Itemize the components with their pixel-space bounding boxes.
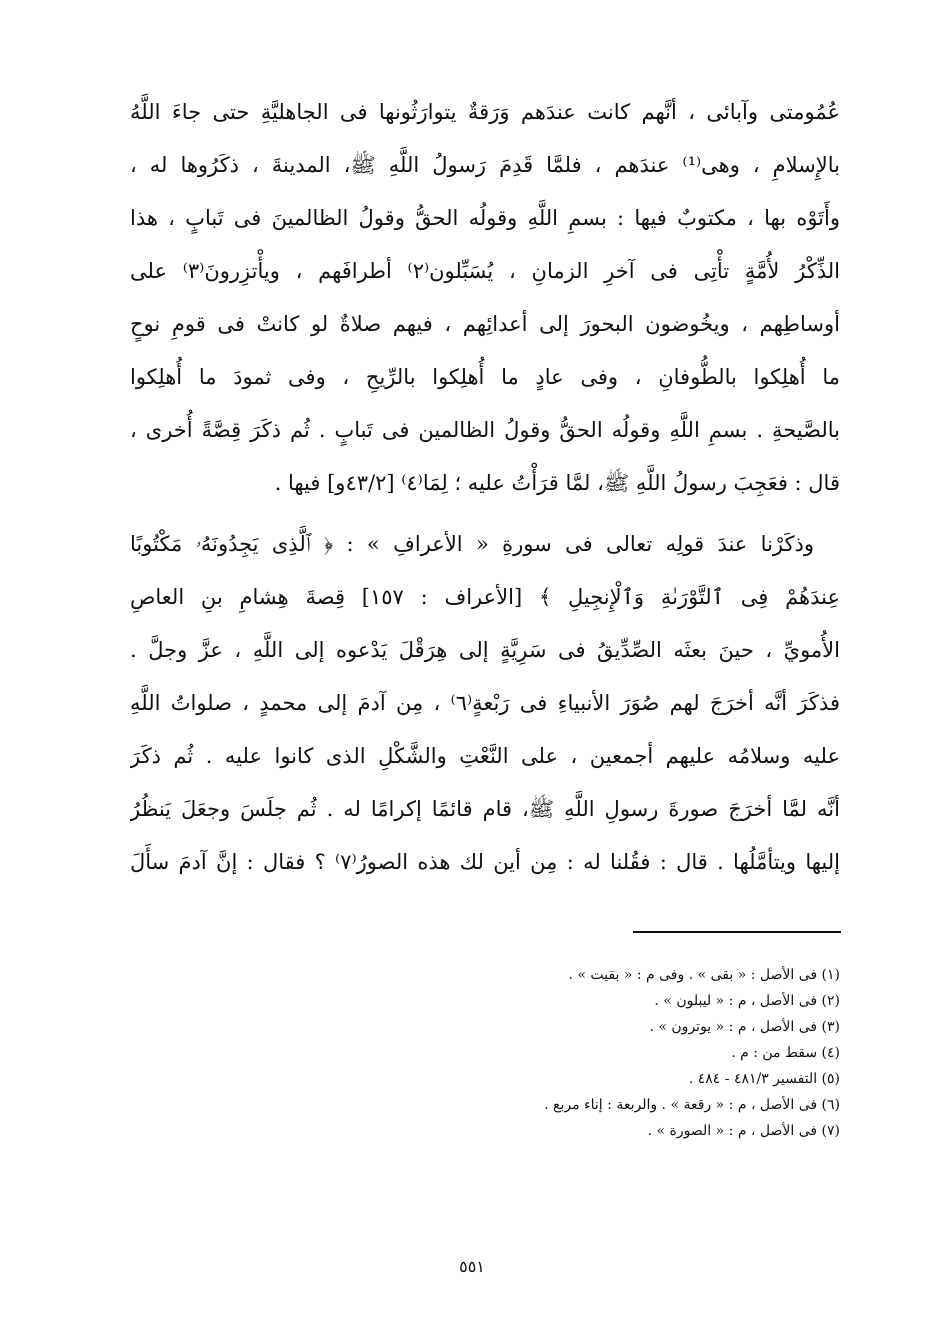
text-line: وأَتَوْه بها ، مكتوبٌ فيها : بسمِ اللَّهِ وقولُه الحقُّ وقولُ الظالمينَ فى تَبابٍ ، هذا (130, 206, 840, 230)
text-line: أنَّه لمَّا أخرَجَ صورةَ رسولِ اللَّهِ ﷺ، قام قائمًا إكرامًا له . ثُم جلَسَ وجعَلَ يَنظُرُ (130, 797, 840, 821)
text-line: قال : فعَجِبَ رسولُ اللَّهِ ﷺ، لمَّا قرَأْتُ عليه ؛ لِمَا⁽٤⁾ [٤٣/٢و] فيها . (274, 471, 840, 495)
paragraph-gap (130, 510, 840, 518)
footnote-separator (633, 931, 841, 933)
text-line: الأُمويِّ ، حينَ بعثَه الصِّدِّيقُ فى سَرِيَّةٍ إلى هِرَقْلَ يَدْعوه إلى اللَّهِ ، عزَّ وجلَّ . (130, 638, 840, 662)
paragraph-1 (130, 86, 840, 510)
footnote: (٣) فى الأصل ، م : « يوترون » . (649, 1019, 840, 1035)
footnote: (٤) سقط من : م . (731, 1045, 840, 1061)
text-line: بالإِسلامِ ، وهى⁽¹⁾ عندَهم ، فلمَّا قَدِمَ رَسولُ اللَّهِ ﷺ، المدينةَ ، ذكَرُوها له ، (130, 153, 840, 177)
text-line: عِندَهُمْ فِى ٱلتَّوْرَىٰةِ وَٱلْإِنجِيلِ ﴾ [الأعراف : ١٥٧] قِصةَ هِشامِ بنِ العاصِ (130, 585, 840, 609)
text-line: الذِّكْرُ لأُمَّةٍ تأْتِى فى آخرِ الزمانِ ، يُسَبِّلون⁽٢⁾ أطرافَهم ، ويأْتزِرونَ⁽٣⁾ على (130, 259, 840, 283)
footnotes (300, 962, 840, 1144)
paragraph-2 (130, 518, 840, 889)
text-line: ما أُهلِكوا بالطُّوفانِ ، وفى عادٍ ما أُهلِكوا بالرِّيحِ ، وفى ثمودَ ما أُهلِكوا (130, 365, 840, 389)
text-line: فذكَرَ أنَّه أخرَجَ لهم صُوَرَ الأنبياءِ فى رَبْعةٍ⁽٦⁾ ، مِن آدمَ إلى محمدٍ ، صلواتُ اللَّهِ (130, 691, 840, 715)
footnote: (٧) فى الأصل ، م : « الصورة » . (647, 1123, 840, 1139)
text-line: أوساطِهم ، ويخُوضون البحورَ إلى أعدائِهم ، فيهم صلاةٌ لو كانتْ فى قومِ نوحٍ (130, 312, 840, 336)
text-line: بالصَّيحةِ . بسمِ اللَّهِ وقولُه الحقُّ وقولُ الظالمين فى تَبابٍ . ثُم ذكَرَ قِصَّةً أُخرى ، (130, 418, 840, 442)
footnote: (١) فى الأصل : « بقى » . وفى م : « بقيت » . (568, 967, 840, 983)
text-line: إليها ويتأمَّلُها . قال : فقُلنا له : مِن أين لك هذه الصورُ⁽٧⁾ ؟ فقال : إنَّ آدمَ سأَلَ (130, 850, 840, 874)
footnote: (٥) التفسير ٤٨١/٣ - ٤٨٤ . (688, 1071, 840, 1087)
text-line: عُمُومتى وآبائى ، أنَّهم كانت عندَهم وَرَقةٌ يتوارَثُونها فى الجاهليَّةِ حتى جاءَ اللَّهُ (130, 100, 840, 124)
page-number: ٥٥١ (459, 1257, 485, 1276)
footnote: (٦) فى الأصل ، م : « رقعة » . والربعة : إناء مربع . (544, 1097, 840, 1113)
footnote: (٢) فى الأصل ، م : « ليبلون » . (654, 993, 840, 1009)
text-line: وذكَرْنا عندَ قولِه تعالى فى سورةِ « الأعرافِ » : ﴿ ٱلَّذِى يَجِدُونَهُۥ مَكْتُوبًا (130, 532, 814, 556)
text-line: عليه وسلامُه عليهم أجمعين ، على النَّعْتِ والشَّكْلِ الذى كانوا عليه . ثُم ذكَرَ (130, 744, 840, 768)
main-text (130, 86, 840, 889)
